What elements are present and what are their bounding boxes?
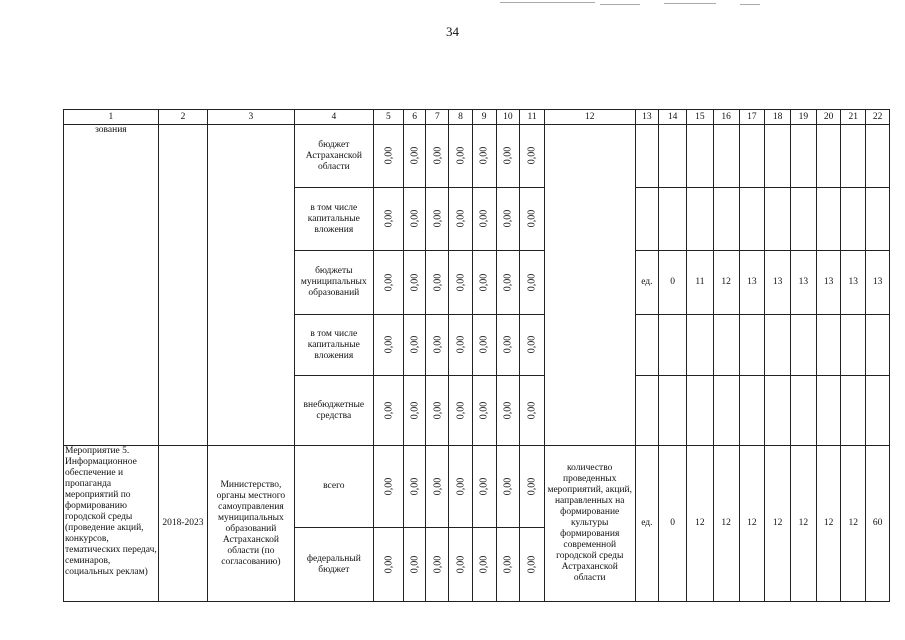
budget-value-text: 0,00: [478, 555, 490, 573]
column-number: 2: [158, 110, 207, 125]
budget-value-text: 0,00: [382, 477, 394, 495]
budget-value-text: 0,00: [526, 335, 538, 354]
budget-value-text: 0,00: [454, 146, 466, 165]
empty-cell: [739, 125, 765, 188]
budget-value-text: 0,00: [526, 146, 538, 165]
empty-cell: [816, 315, 841, 376]
scan-artifact: [500, 2, 595, 3]
budget-value: [472, 251, 496, 315]
budget-value: [426, 376, 449, 446]
indicator-value: 0: [659, 446, 687, 602]
budget-value-text: 0,00: [526, 209, 538, 228]
empty-cell: [635, 315, 659, 376]
empty-cell: [866, 315, 890, 376]
budget-value-text: 0,00: [409, 477, 421, 495]
budget-value-text: 0,00: [454, 555, 466, 573]
budget-value-text: 0,00: [478, 209, 490, 228]
indicator-value: 13: [739, 251, 765, 315]
indicator-name-cell: [544, 125, 635, 446]
budget-value-text: 0,00: [409, 401, 421, 419]
budget-value: [472, 376, 496, 446]
budget-value-text: 0,00: [454, 209, 466, 228]
column-number: 19: [790, 110, 816, 125]
scan-artifact: [600, 4, 640, 5]
empty-cell: [659, 125, 687, 188]
budget-value-text: 0,00: [502, 146, 514, 165]
budget-value-text: 0,00: [382, 146, 394, 165]
indicator-name-cell: количество проведенных мероприятий, акций, направленных на формирование культуры формирования современной городской среды Астраханской области: [544, 446, 635, 602]
budget-value: [520, 315, 545, 376]
budget-value-text: 0,00: [478, 273, 490, 291]
budget-value: [496, 315, 520, 376]
indicator-value: 13: [765, 251, 791, 315]
empty-cell: [765, 315, 791, 376]
empty-cell: [841, 125, 866, 188]
budget-value-text: 0,00: [382, 401, 394, 419]
scan-artifact: [740, 4, 760, 5]
budget-value: [449, 188, 473, 251]
budget-value-text: 0,00: [502, 401, 514, 419]
empty-cell: [790, 188, 816, 251]
indicator-value: 12: [765, 446, 791, 602]
budget-value-text: 0,00: [502, 209, 514, 228]
column-number: 15: [687, 110, 714, 125]
indicator-value: 12: [816, 446, 841, 602]
budget-value: [449, 125, 473, 188]
budget-value: [403, 315, 426, 376]
column-number: 10: [496, 110, 520, 125]
budget-table: [63, 109, 890, 602]
budget-value: [496, 528, 520, 602]
budget-value-text: 0,00: [454, 401, 466, 419]
budget-value: [472, 125, 496, 188]
funding-source: в том числе капитальные вложения: [294, 315, 373, 376]
budget-value: [373, 446, 403, 528]
empty-cell: [635, 125, 659, 188]
budget-value: [373, 188, 403, 251]
budget-value-text: 0,00: [431, 555, 443, 573]
empty-cell: [635, 376, 659, 446]
column-number: 7: [426, 110, 449, 125]
indicator-value: 12: [713, 446, 739, 602]
budget-value: [520, 188, 545, 251]
column-number: 4: [294, 110, 373, 125]
budget-value: [449, 376, 473, 446]
budget-value-text: 0,00: [526, 477, 538, 495]
executor-cell: Министерство, органы местного самоуправления муниципальных образований Астраханской области (по согласованию): [208, 446, 295, 602]
funding-source: федеральный бюджет: [294, 528, 373, 602]
empty-cell: [841, 188, 866, 251]
budget-value: [426, 315, 449, 376]
budget-value: [472, 528, 496, 602]
budget-value-text: 0,00: [409, 335, 421, 354]
empty-cell: [687, 376, 714, 446]
empty-cell: [790, 125, 816, 188]
budget-value: [426, 251, 449, 315]
table-row: [64, 446, 890, 528]
period-cell: [158, 125, 207, 446]
indicator-value: 13: [866, 251, 890, 315]
budget-value: [496, 188, 520, 251]
table-row: [64, 125, 890, 188]
activity-cell: Мероприятие 5. Информационное обеспечение и пропаганда мероприятий по формированию городской среды (проведение акций, конкурсов, тематических передач, семинаров, социальных реклам): [64, 446, 159, 602]
funding-source: бюджеты муниципальных образований: [294, 251, 373, 315]
budget-value: [449, 251, 473, 315]
column-number-row: [64, 110, 890, 125]
unit-cell: ед.: [635, 446, 659, 602]
empty-cell: [687, 315, 714, 376]
budget-value-text: 0,00: [409, 555, 421, 573]
indicator-value: 12: [713, 251, 739, 315]
empty-cell: [790, 376, 816, 446]
budget-value-text: 0,00: [409, 273, 421, 291]
budget-value-text: 0,00: [526, 555, 538, 573]
budget-value: [426, 446, 449, 528]
budget-value: [403, 188, 426, 251]
unit-cell: ед.: [635, 251, 659, 315]
budget-value: [373, 376, 403, 446]
indicator-value: 11: [687, 251, 714, 315]
empty-cell: [635, 188, 659, 251]
empty-cell: [713, 315, 739, 376]
funding-source: всего: [294, 446, 373, 528]
budget-value-text: 0,00: [502, 477, 514, 495]
column-number: 16: [713, 110, 739, 125]
empty-cell: [659, 315, 687, 376]
column-number: 20: [816, 110, 841, 125]
funding-source: в том числе капитальные вложения: [294, 188, 373, 251]
funding-source: внебюджетные средства: [294, 376, 373, 446]
budget-value: [373, 315, 403, 376]
budget-value-text: 0,00: [431, 209, 443, 228]
budget-value: [426, 188, 449, 251]
budget-value: [373, 125, 403, 188]
empty-cell: [659, 188, 687, 251]
budget-value-text: 0,00: [431, 477, 443, 495]
budget-value-text: 0,00: [454, 477, 466, 495]
indicator-value: 12: [841, 446, 866, 602]
budget-value-text: 0,00: [382, 209, 394, 228]
column-number: 11: [520, 110, 545, 125]
empty-cell: [659, 376, 687, 446]
budget-value-text: 0,00: [526, 273, 538, 291]
budget-value: [403, 376, 426, 446]
page-number: 34: [446, 24, 459, 39]
empty-cell: [713, 376, 739, 446]
empty-cell: [816, 125, 841, 188]
indicator-value: 13: [790, 251, 816, 315]
budget-value: [472, 446, 496, 528]
budget-value-text: 0,00: [478, 146, 490, 165]
budget-value: [426, 125, 449, 188]
budget-value: [373, 528, 403, 602]
empty-cell: [687, 188, 714, 251]
empty-cell: [713, 188, 739, 251]
empty-cell: [841, 315, 866, 376]
column-number: 3: [208, 110, 295, 125]
budget-value-text: 0,00: [431, 273, 443, 291]
budget-value-text: 0,00: [478, 335, 490, 354]
funding-source: бюджет Астраханской области: [294, 125, 373, 188]
budget-value: [496, 251, 520, 315]
column-number: 8: [449, 110, 473, 125]
empty-cell: [841, 376, 866, 446]
column-number: 13: [635, 110, 659, 125]
budget-value-text: 0,00: [502, 273, 514, 291]
budget-value: [520, 125, 545, 188]
budget-value-text: 0,00: [478, 477, 490, 495]
activity-cell: зования: [64, 125, 159, 446]
budget-value: [520, 376, 545, 446]
budget-value: [403, 125, 426, 188]
empty-cell: [866, 188, 890, 251]
indicator-value: 0: [659, 251, 687, 315]
indicator-value: 60: [866, 446, 890, 602]
budget-value-text: 0,00: [382, 273, 394, 291]
empty-cell: [765, 125, 791, 188]
empty-cell: [765, 376, 791, 446]
column-number: 14: [659, 110, 687, 125]
budget-value-text: 0,00: [454, 335, 466, 354]
budget-value-text: 0,00: [478, 401, 490, 419]
budget-value-text: 0,00: [382, 335, 394, 354]
budget-value-text: 0,00: [454, 273, 466, 291]
budget-value-text: 0,00: [431, 335, 443, 354]
budget-value: [449, 446, 473, 528]
column-number: 22: [866, 110, 890, 125]
budget-value: [520, 251, 545, 315]
column-number: 9: [472, 110, 496, 125]
budget-value: [520, 528, 545, 602]
indicator-value: 12: [739, 446, 765, 602]
column-number: 12: [544, 110, 635, 125]
indicator-value: 13: [816, 251, 841, 315]
budget-value-text: 0,00: [431, 146, 443, 165]
empty-cell: [816, 376, 841, 446]
empty-cell: [765, 188, 791, 251]
column-number: 17: [739, 110, 765, 125]
budget-value-text: 0,00: [409, 209, 421, 228]
budget-value-text: 0,00: [431, 401, 443, 419]
budget-value: [472, 315, 496, 376]
budget-value: [496, 446, 520, 528]
column-number: 5: [373, 110, 403, 125]
empty-cell: [687, 125, 714, 188]
budget-value: [496, 376, 520, 446]
indicator-value: 13: [841, 251, 866, 315]
budget-value: [449, 528, 473, 602]
indicator-value: 12: [687, 446, 714, 602]
empty-cell: [739, 188, 765, 251]
budget-value: [496, 125, 520, 188]
empty-cell: [816, 188, 841, 251]
empty-cell: [739, 315, 765, 376]
scan-artifact: [664, 3, 716, 4]
indicator-value: 12: [790, 446, 816, 602]
column-number: 21: [841, 110, 866, 125]
column-number: 6: [403, 110, 426, 125]
column-number: 1: [64, 110, 159, 125]
budget-value-text: 0,00: [502, 555, 514, 573]
empty-cell: [866, 376, 890, 446]
budget-value: [520, 446, 545, 528]
empty-cell: [713, 125, 739, 188]
executor-cell: [208, 125, 295, 446]
empty-cell: [790, 315, 816, 376]
period-cell: 2018-2023: [158, 446, 207, 602]
budget-value: [403, 446, 426, 528]
budget-value: [449, 315, 473, 376]
budget-value-text: 0,00: [409, 146, 421, 165]
budget-value: [426, 528, 449, 602]
budget-value-text: 0,00: [526, 401, 538, 419]
budget-value-text: 0,00: [382, 555, 394, 573]
budget-value: [403, 251, 426, 315]
empty-cell: [739, 376, 765, 446]
empty-cell: [866, 125, 890, 188]
budget-value: [472, 188, 496, 251]
budget-value-text: 0,00: [502, 335, 514, 354]
budget-value: [403, 528, 426, 602]
column-number: 18: [765, 110, 791, 125]
budget-value: [373, 251, 403, 315]
